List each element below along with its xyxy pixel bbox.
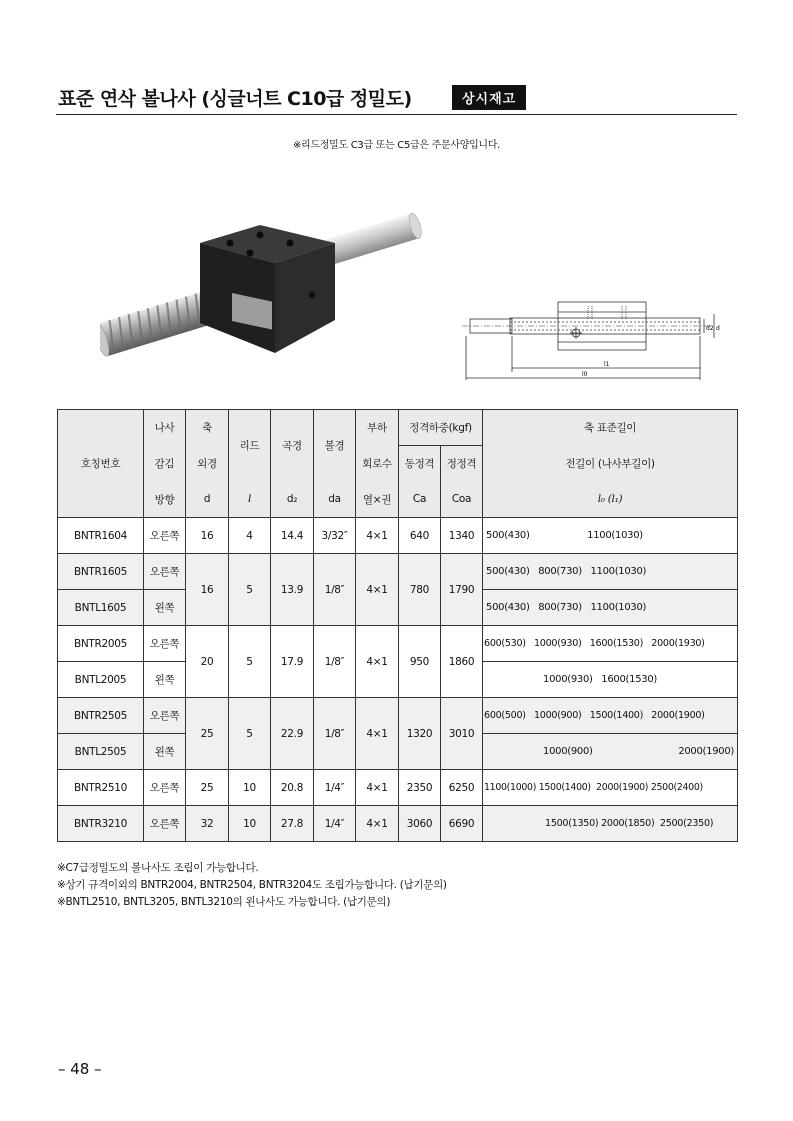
table-row [58, 626, 738, 662]
page-number: – 48 – [58, 1060, 102, 1078]
cell-dir: 오른쪽 [144, 554, 186, 590]
header-length-2: 전길이 (나사부길이) [483, 446, 738, 482]
header-static-2: Coa [441, 482, 483, 518]
cell-ca: 640 [399, 518, 441, 554]
ball-screw-photo [100, 195, 440, 375]
cell-coa: 1340 [441, 518, 483, 554]
cell-d2: 20.8 [271, 770, 314, 806]
header-ball-sym: da [314, 482, 356, 518]
cell-da: 1/8″ [314, 698, 356, 770]
cell-lengths: 1100(1000) 1500(1400) 2000(1900) 2500(2400) [483, 770, 738, 806]
header-load-group: 정격하중(kgf) [399, 410, 483, 446]
cell-d2: 14.4 [271, 518, 314, 554]
cell-d: 16 [186, 518, 229, 554]
table-row [58, 770, 738, 806]
dim-label-d2: d2 [706, 325, 714, 332]
cell-circ: 4×1 [356, 770, 399, 806]
page-header [56, 84, 737, 115]
header-dir-1: 나사 [144, 410, 186, 446]
header-dynamic-2: Ca [399, 482, 441, 518]
cell-coa: 3010 [441, 698, 483, 770]
cell-circ: 4×1 [356, 626, 399, 698]
cell-dir: 오른쪽 [144, 806, 186, 842]
header-lead-sym: l [229, 482, 271, 518]
cell-dir: 왼쪽 [144, 734, 186, 770]
cell-coa: 1790 [441, 554, 483, 626]
spec-table [57, 409, 738, 842]
header-dir-2: 감김 [144, 446, 186, 482]
header-static-1: 정정격 [441, 446, 483, 482]
length-a: 1000(900) [543, 746, 593, 757]
cell-lead: 4 [229, 518, 271, 554]
cell-d: 20 [186, 626, 229, 698]
header-length-3: l₀ (l₁) [483, 482, 738, 518]
header-pitch-dia: 곡경 [271, 410, 314, 482]
cell-circ: 4×1 [356, 698, 399, 770]
cell-d: 16 [186, 554, 229, 626]
cell-dir: 오른쪽 [144, 698, 186, 734]
header-lead: 리드 [229, 410, 271, 482]
cell-model: BNTL1605 [58, 590, 144, 626]
header-length-1: 축 표준길이 [483, 410, 738, 446]
cell-da: 1/8″ [314, 626, 356, 698]
cell-model: BNTR1604 [58, 518, 144, 554]
header-circ-2: 회로수 [356, 446, 399, 482]
header-dir-3: 방향 [144, 482, 186, 518]
dim-label-l1: l1 [604, 361, 610, 368]
stock-badge: 상시재고 [452, 85, 526, 110]
cell-model: BNTR2005 [58, 626, 144, 662]
cell-ca: 1320 [399, 698, 441, 770]
header-circ-3: 열×권 [356, 482, 399, 518]
cell-ca: 780 [399, 554, 441, 626]
cell-coa: 6250 [441, 770, 483, 806]
cell-lengths: 500(430) 800(730) 1100(1030) [483, 590, 738, 626]
cell-circ: 4×1 [356, 554, 399, 626]
header-model: 호칭번호 [58, 410, 144, 518]
footnote: ※C7급정밀도의 볼나사도 조립이 가능합니다. [57, 862, 259, 874]
length-b: 2000(1900) [678, 746, 735, 757]
footnote: ※BNTL2510, BNTL3205, BNTL3210의 왼나사도 가능합니다. (납기문의) [57, 896, 391, 908]
cell-model: BNTL2505 [58, 734, 144, 770]
cell-dir: 오른쪽 [144, 770, 186, 806]
cell-da: 1/4″ [314, 806, 356, 842]
cell-model: BNTR3210 [58, 806, 144, 842]
table-row [58, 806, 738, 842]
cell-lengths: 600(530) 1000(930) 1600(1530) 2000(1930) [483, 626, 738, 662]
table-row [58, 518, 738, 554]
cell-lengths [483, 734, 738, 770]
table-row [58, 698, 738, 734]
cell-model: BNTL2005 [58, 662, 144, 698]
cell-circ: 4×1 [356, 806, 399, 842]
dim-label-l0: l0 [582, 371, 588, 378]
page-title: 표준 연삭 볼나사 (싱글너트 C10급 정밀도) [58, 88, 412, 110]
footnotes [57, 860, 447, 911]
cell-lengths: 600(500) 1000(900) 1500(1400) 2000(1900) [483, 698, 738, 734]
cell-da: 3/32″ [314, 518, 356, 554]
cell-lead: 5 [229, 554, 271, 626]
cell-d: 25 [186, 770, 229, 806]
cell-dir: 오른쪽 [144, 518, 186, 554]
cell-model: BNTR2510 [58, 770, 144, 806]
header-ball-dia: 볼경 [314, 410, 356, 482]
cell-lead: 5 [229, 698, 271, 770]
header-od-2: 외경 [186, 446, 229, 482]
cell-lead: 10 [229, 770, 271, 806]
cell-d2: 13.9 [271, 554, 314, 626]
footnote: ※상기 규격이외의 BNTR2004, BNTR2504, BNTR3204도 조립가능합니다. (납기문의) [57, 879, 447, 891]
header-od-1: 축 [186, 410, 229, 446]
cell-d: 32 [186, 806, 229, 842]
cell-d: 25 [186, 698, 229, 770]
cell-lead: 5 [229, 626, 271, 698]
header-circ-1: 부하 [356, 410, 399, 446]
cell-lead: 10 [229, 806, 271, 842]
cell-d2: 17.9 [271, 626, 314, 698]
header-od-3: d [186, 482, 229, 518]
cell-dir: 오른쪽 [144, 626, 186, 662]
cell-dir: 왼쪽 [144, 662, 186, 698]
table-row [58, 554, 738, 590]
cell-ca: 2350 [399, 770, 441, 806]
cell-da: 1/8″ [314, 554, 356, 626]
precision-note: ※리드정밀도 C3급 또는 C5급은 주문사양입니다. [292, 140, 501, 151]
cell-coa: 1860 [441, 626, 483, 698]
header-dynamic-1: 동정격 [399, 446, 441, 482]
cell-lengths: 1500(1350) 2000(1850) 2500(2350) [483, 806, 738, 842]
cell-model: BNTR1605 [58, 554, 144, 590]
cell-d2: 22.9 [271, 698, 314, 770]
dimension-drawing [462, 292, 724, 382]
cell-da: 1/4″ [314, 770, 356, 806]
cell-lengths: 500(430) 1100(1030) [483, 518, 738, 554]
cell-lengths: 1000(930) 1600(1530) [483, 662, 738, 698]
cell-dir: 왼쪽 [144, 590, 186, 626]
cell-model: BNTR2505 [58, 698, 144, 734]
header-pitch-sym: d₂ [271, 482, 314, 518]
cell-lengths: 500(430) 800(730) 1100(1030) [483, 554, 738, 590]
cell-ca: 950 [399, 626, 441, 698]
dim-label-d: d [716, 325, 720, 332]
cell-ca: 3060 [399, 806, 441, 842]
cell-circ: 4×1 [356, 518, 399, 554]
cell-d2: 27.8 [271, 806, 314, 842]
cell-coa: 6690 [441, 806, 483, 842]
